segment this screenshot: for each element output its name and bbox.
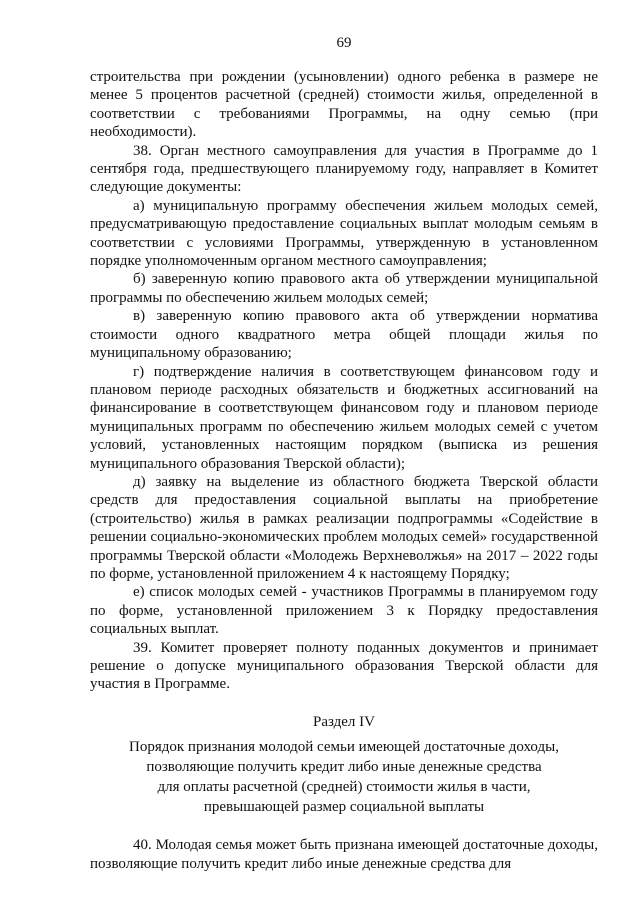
body-after-section — [90, 836, 598, 873]
section-heading-line: Порядок признания молодой семьи имеющей достаточные доходы, — [129, 739, 559, 756]
paragraph-continuation: строительства при рождении (усыновлении) одного ребенка в размере не менее 5 процентов расчетной (средней) стоимости жилья, определенной в соответствии с требованиями Программы, на одну семью (при необходимости). — [90, 69, 598, 141]
paragraph-item-b: б) заверенную копию правового акта об утверждении муниципальной программы по обеспечению жильем молодых семей; — [90, 271, 598, 306]
paragraph-item-g: г) подтверждение наличия в соответствующем финансовом году и плановом периоде расходных обязательств и бюджетных ассигнований на финансирование в соответствующем финансовом году и плановом периоде муниципальных программ по обеспечению жильем молодых семей с учетом условий, установленных настоящим порядком (выписка из решения муниципального образования Тверской области); — [90, 363, 598, 472]
body-before-section — [90, 68, 598, 694]
paragraph-item-v: в) заверенную копию правового акта об утверждении норматива стоимости одного квадратного метра общей площади жилья по муниципальному образованию; — [90, 308, 598, 362]
paragraph-40: 40. Молодая семья может быть признана имеющей достаточные доходы, позволяющие получить кредит либо иные денежные средства для — [90, 837, 598, 872]
paragraph-item-a: а) муниципальную программу обеспечения жильем молодых семей, предусматривающую предоставление социальных выплат молодым семьям в соответствии с условиями Программы, утвержденную в установленном порядке уполномоченным органом местного самоуправления; — [90, 197, 598, 270]
section-heading-line: для оплаты расчетной (средней) стоимости жилья в части, — [157, 779, 531, 796]
paragraph-38: 38. Орган местного самоуправления для участия в Программе до 1 сентября года, предшествующего планируемому году, направляет в Комитет следующие документы: — [90, 142, 598, 196]
section-heading-line: позволяющие получить кредит либо иные денежные средства — [146, 759, 542, 776]
page-number: 69 — [336, 35, 352, 51]
section-heading — [90, 737, 598, 817]
paragraph-item-d: д) заявку на выделение из областного бюджета Тверской области средств для предоставления социальной выплаты на приобретение (строительство) жилья в рамках реализации подпрограммы «Содействие в решении социально-экономических проблем молодых семей» государственной программы Тверской области «Молодежь Верхневолжья» на 2017 – 2022 годы по форме, установленной приложением 4 к настоящему Порядку; — [90, 473, 598, 582]
paragraph-item-e: е) список молодых семей - участников Программы в планируемом году по форме, установленной приложением 3 к Порядку предоставления социальных выплат. — [90, 584, 598, 638]
section-heading-line: превышающей размер социальной выплаты — [203, 799, 485, 816]
section-number: Раздел IV — [312, 713, 375, 730]
paragraph-39: 39. Комитет проверяет полноту поданных документов и принимает решение о допуске муниципального образования Тверской области для участия в Программе. — [90, 639, 598, 693]
document-page — [90, 34, 598, 873]
